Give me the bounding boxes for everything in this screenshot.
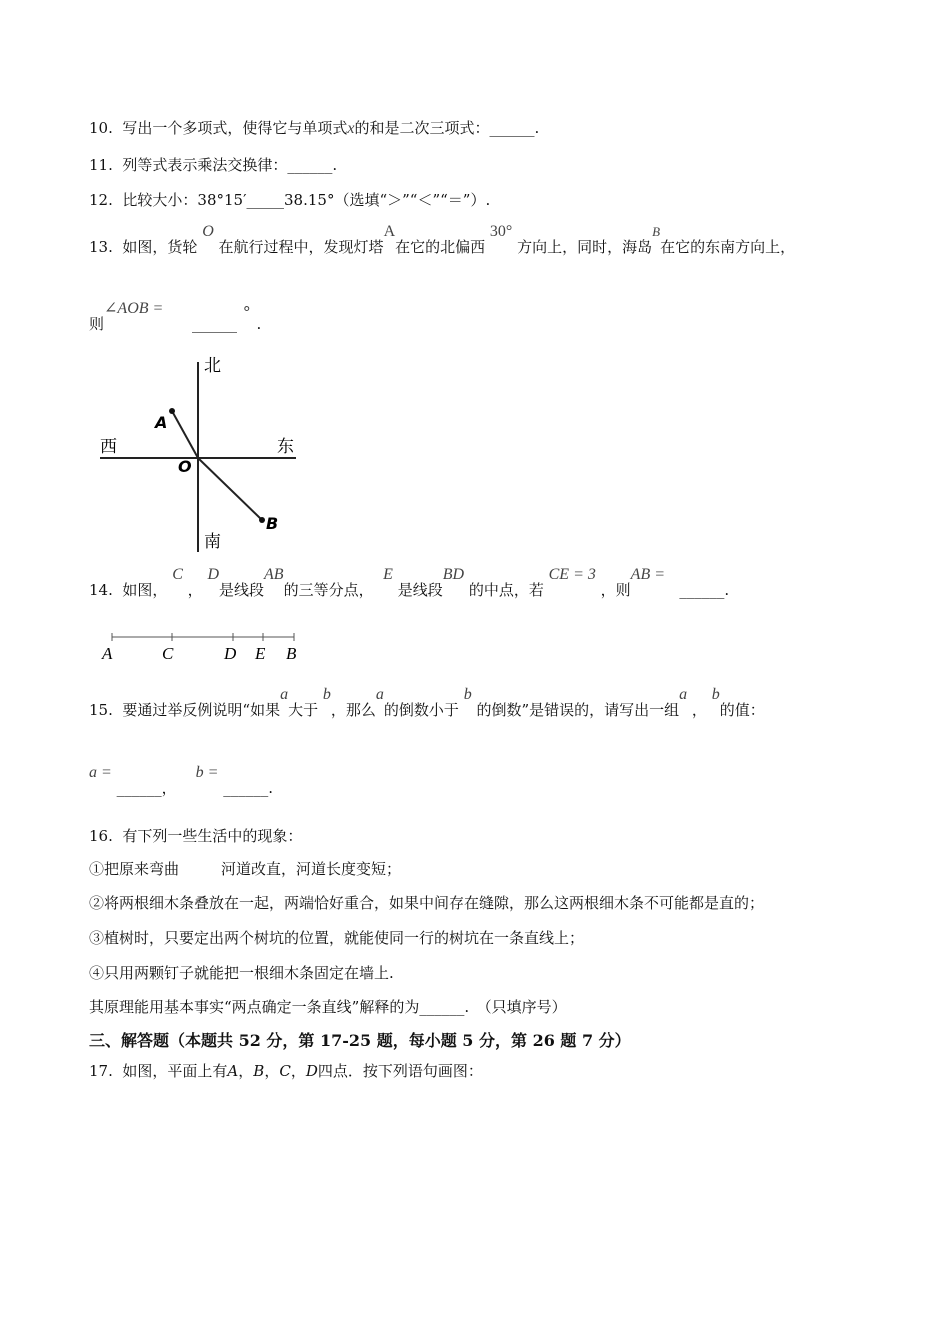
point-b bbox=[259, 517, 265, 523]
point-b-text: B bbox=[266, 514, 279, 533]
question-number: 15. bbox=[89, 701, 113, 719]
answer-blank[interactable]: ______ bbox=[287, 156, 333, 174]
east-label: 东 bbox=[277, 437, 294, 457]
question-10: 10. 写出一个多项式，使得它与单项式x的和是二次三项式：______. bbox=[89, 119, 540, 137]
label-e: E bbox=[255, 644, 266, 663]
answer-blank[interactable]: ______ bbox=[191, 315, 237, 333]
answer-blank[interactable]: ______ bbox=[679, 581, 725, 599]
question-number: 13. bbox=[89, 238, 113, 256]
question-16: 16. 有下列一些生活中的现象： bbox=[89, 827, 303, 845]
question-number: 17. bbox=[89, 1062, 113, 1080]
compass-figure bbox=[96, 352, 306, 552]
list-item: ④只用两颗钉子就能把一根细木条固定在墙上. bbox=[89, 964, 394, 982]
list-item: ②将两根细木条叠放在一起，两端恰好重合，如果中间存在缝隙，那么这两根细木条不可能都是直的； bbox=[89, 894, 765, 912]
question-number: 12. bbox=[89, 191, 113, 209]
answer-blank-a[interactable]: ______ bbox=[116, 779, 162, 797]
segment-figure bbox=[98, 628, 308, 664]
question-16-conclusion: 其原理能用基本事实“两点确定一条直线”解释的为______. （只填序号） bbox=[89, 998, 567, 1016]
question-14: 14. 如图， C ， D是线段AB的三等分点， E 是线段BD 的中点，若 CE = 3 ，则AB = ______. bbox=[89, 566, 730, 599]
point-a-text: A bbox=[155, 413, 168, 432]
answer-blank-b[interactable]: ______ bbox=[223, 779, 269, 797]
question-number: 10. bbox=[89, 119, 113, 137]
degree-symbol: ∘ bbox=[241, 300, 252, 317]
question-11: 11. 列等式表示乘法交换律：______. bbox=[89, 156, 338, 174]
label-d: D bbox=[224, 644, 237, 663]
question-number: 16. bbox=[89, 827, 113, 845]
west-label: 西 bbox=[100, 437, 117, 457]
answer-blank[interactable]: _____ bbox=[246, 191, 284, 209]
list-item: ①把原来弯曲 河道改直，河道长度变短； bbox=[89, 860, 402, 878]
label-a: A bbox=[102, 644, 113, 663]
ray-oa bbox=[172, 411, 198, 458]
question-17: 17. 如图，平面上有A，B，C，D四点．按下列语句画图： bbox=[89, 1062, 483, 1080]
point-o-text: O bbox=[178, 457, 192, 476]
label-b: B bbox=[286, 644, 297, 663]
point-a bbox=[169, 408, 175, 414]
question-13-line2: 则∠AOB = ______ ∘ . bbox=[89, 300, 262, 333]
question-15: 15. 要通过举反例说明“如果a大于 b，那么a的倒数小于 b 的倒数”是错误的，请写出一组a ， b的值： bbox=[89, 686, 765, 719]
section-heading: 三、解答题（本题共 52 分，第 17-25 题，每小题 5 分，第 26 题 7 分） bbox=[89, 1031, 631, 1050]
question-number: 11. bbox=[89, 156, 113, 174]
question-number: 14. bbox=[89, 581, 113, 599]
angle-30-label: 30° bbox=[489, 223, 513, 240]
question-12: 12. 比较大小：38°15′_____38.15°（选填“＞”“＜”“＝”）. bbox=[89, 191, 491, 209]
list-item: ③植树时，只要定出两个树坑的位置，就能使同一行的树坑在一条直线上； bbox=[89, 929, 585, 947]
answer-blank[interactable]: ______ bbox=[419, 998, 465, 1016]
answer-blank[interactable]: ______ bbox=[489, 119, 535, 137]
south-label: 南 bbox=[204, 532, 221, 552]
ray-ob bbox=[198, 458, 262, 520]
variable-x: x bbox=[347, 120, 355, 137]
angle-aob-label: ∠AOB = bbox=[104, 300, 164, 317]
question-15-answer: a = ______， b = ______. bbox=[89, 764, 274, 797]
point-b-label: B bbox=[652, 224, 661, 239]
question-13: 13. 如图，货轮 O 在航行过程中，发现灯塔A在它的北偏西 30° 方向上，同时，海岛B在它的东南方向上， bbox=[89, 223, 796, 256]
point-a-label: A bbox=[383, 223, 396, 240]
north-label: 北 bbox=[204, 356, 221, 376]
label-c: C bbox=[162, 644, 174, 663]
point-o-label: O bbox=[202, 223, 214, 240]
